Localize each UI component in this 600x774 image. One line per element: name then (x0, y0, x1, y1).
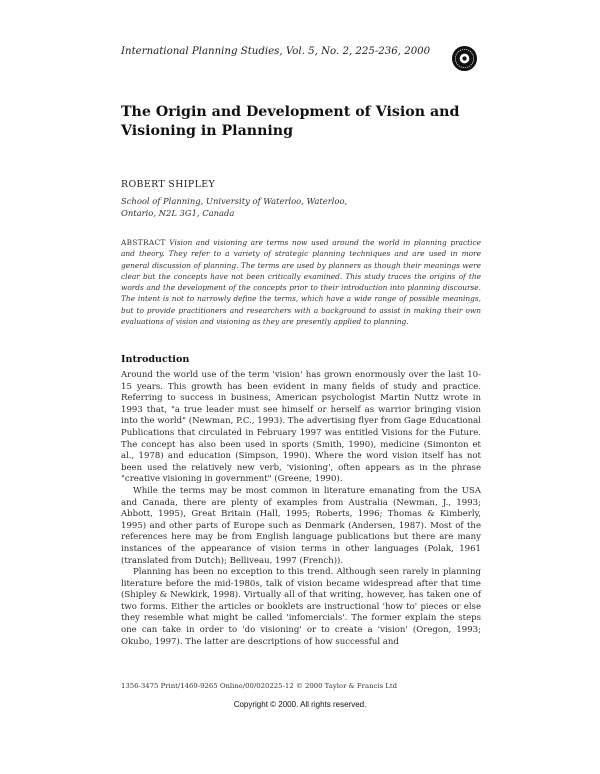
title-line-1: The Origin and Development of Vision and (121, 104, 460, 120)
article-title (121, 103, 481, 141)
author-affiliation (121, 196, 481, 219)
paragraph: While the terms may be most common in literature emanating from the USA and Canada, there are plenty of examples from Australia (Newman, J., 1993; Abbott, 1995), Great Britain (Hall, 1995; Roberts, 1996; Thomas & Kimberly, 1995) and other parts of Europe such as Denmark (Andersen, 1987). Most of the references here may be from English language publications but there are many instances of the appearance of vision terms in other languages (Polak, 1961 (translated from Dutch); Belliveau, 1997 (French)). (121, 485, 481, 566)
paragraph: Planning has been no exception to this trend. Although seen rarely in planning literature before the mid-1980s, talk of vision became widespread after that time (Shipley & Newkirk, 1998). Virtually all of that writing, however, has taken one of two forms. Either the articles or booklets are instructional 'how to' pieces or else they resemble what might be called 'infomercials'. The former explain the steps one can take in order to 'do visioning' or to create a 'vision' (Oregon, 1993; Okubo, 1997). The latter are descriptions of how successful and (121, 567, 481, 647)
abstract (121, 237, 481, 327)
author-name: ROBERT SHIPLEY (121, 179, 216, 190)
paragraph: Around the world use of the term 'vision' has grown enormously over the last 10-15 years. This growth has been evident in many fields of study and practice. Referring to success in business, American psychologist Martin Nuttz wrote in 1993 that, "a true leader must see himself or herself as warrior bringing vision into the world" (Newman, P.C., 1993). The advertising flyer from Gage Educational Publications that circulated in February 1997 was entitled Visions for the Future. The concept has also been used in sports (Smith, 1990), medicine (Simonton et al., 1978) and education (Simpson, 1990). Where the word vision itself has not been used the relatively new verb, 'visioning', often appears as in the phrase "creative visioning in government" (Greene, 1990). (121, 370, 481, 485)
abstract-text: Vision and visioning are terms now used around the world in planning practice and theory. They refer to a variety of strategic planning techniques and are used in more general discussion of planning. The terms are used by planners as though their meanings were clear but the concepts have not been critically examined. This study traces the origins of the words and the development of the concepts prior to their introduction into planning discourse. The intent is not to narrowly define the terms, which have a wide range of possible meanings, but to provide practitioners and researchers with a background to assist in making their own evaluations of vision and visioning as they are presently applied to planning. (121, 238, 481, 327)
affiliation-line-1: School of Planning, University of Waterloo, Waterloo, (121, 196, 348, 206)
affiliation-line-2: Ontario, N2L 3G1, Canada (121, 207, 235, 218)
issn-line: 1356-3475 Print/1469-9265 Online/00/020225-12 © 2000 Taylor & Francis Ltd (121, 682, 398, 690)
abstract-label: ABSTRACT (121, 238, 166, 247)
introduction-body (121, 370, 481, 648)
publisher-logo-icon (451, 45, 478, 72)
title-line-2: Visioning in Planning (121, 123, 294, 139)
journal-citation: International Planning Studies, Vol. 5, No. 2, 225-236, 2000 (121, 46, 431, 57)
copyright-notice: Copyright © 2000. All rights reserved. (233, 700, 367, 709)
section-heading-introduction: Introduction (121, 354, 190, 365)
